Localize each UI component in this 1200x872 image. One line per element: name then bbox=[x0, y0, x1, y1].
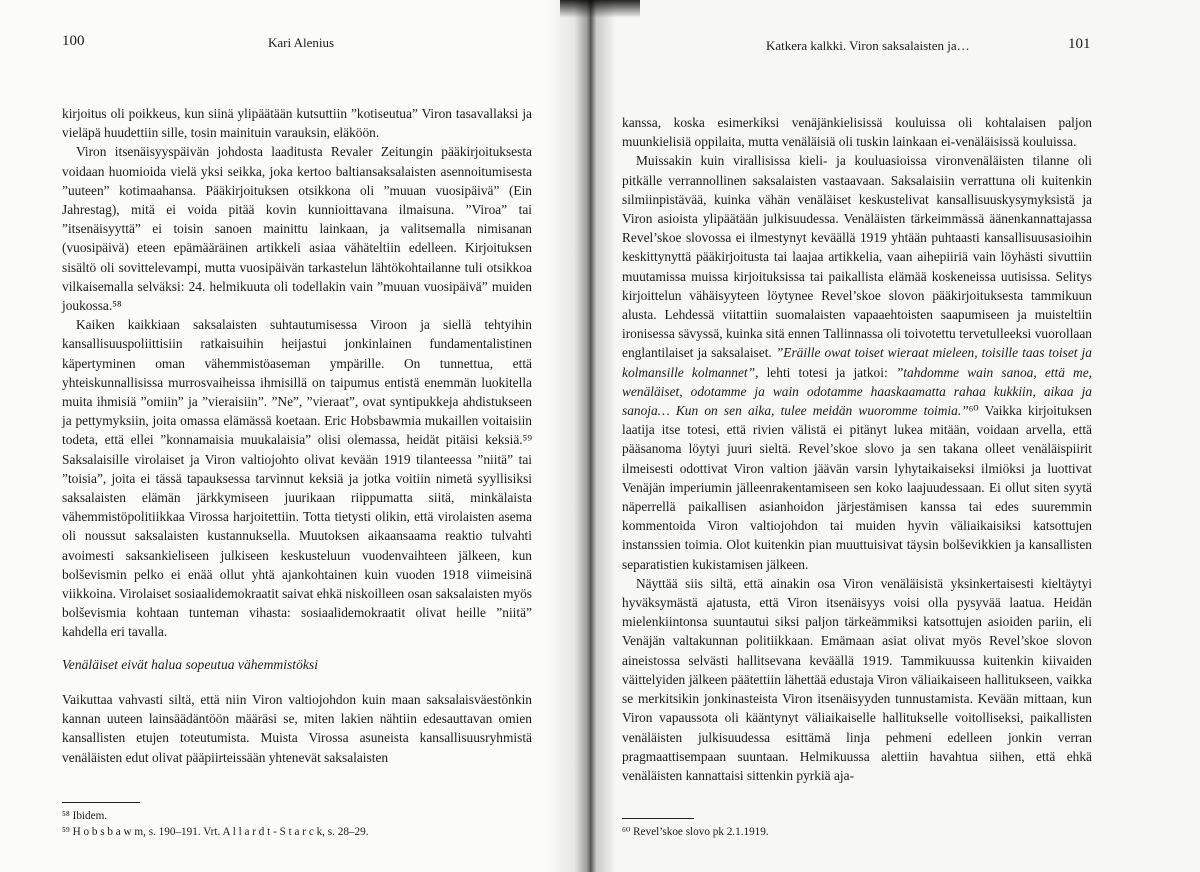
left-body-text-2 bbox=[62, 690, 532, 767]
footnote-rule bbox=[62, 802, 140, 803]
left-footnotes bbox=[62, 808, 532, 840]
paragraph-tail: ⁶⁰ Vaikka kirjoituksen laatija itse totesi, että rivien välistä ei pitänyt lukea mitään, voidaan arvella, että pääsanoma löytyi juuri sieltä. Revel’skoe slovo ja sen takana olleet venäläispiirit ilmeisesti odottivat Viron valtion jäävän varsin lyhytaikaiseksi ilmiöksi ja luottivat Venäjän imperiumin jälleenrakentamiseen sen koko laajuudessaan. Ei ollut siten syytä näperrellä paikallisen asianhoidon järjestämisen kanssa tai edes suuremmin kommentoida Viron valtiojohdon tai muiden hyvin väliaikaisiksi katsottujen instanssien toimia. Olot kuitenkin pian muuttuisivat täysin bolševikkien ja kansallisten separatistien kukistamisen jälkeen. bbox=[622, 403, 1092, 572]
left-running-head: Kari Alenius bbox=[268, 35, 335, 50]
paragraph: Kaiken kaikkiaan saksalaisten suhtautumisessa Viroon ja siellä tehtyihin kansallisuuspoliittisiin ratkaisuihin heijastui jonkinlainen fundamentalistinen käpertyminen oman vähemmistöaseman ympärille. On tunnettua, että yhteiskunnallisissa murrosvaiheissa ihmisillä on taipumus entistä enemmän luokitella muita ihmisiä ”omiin” ja ”vieraisiin”. ”Ne”, ”vieraat”, ovat syntipukkeja ahdistukseen ja pettymyksiin, joita omassa elämässä koetaan. Eric Hobsbawmia mukaillen voitaisiin todeta, että ellei ”konnamaisia muukalaisia” olisi olemassa, heidät pitäisi keksiä.⁵⁹ Saksalaisille virolaiset ja Viron valtiojohto olivat kevään 1919 tilanteessa ”niitä” tai ”toisia”, joita ei tässä tapauksessa tarvinnut keksiä ja jotka voitiin nimetä syyllisiksi saksalaisten elämän järkkymiseen juurikaan riippumatta siitä, minkälaista vähemmistöpolitiikkaa Virossa harjoitettiin. Totta tietysti olikin, että virolaisten asema oli noussut saksalaisten kustannuksella. Muutoksen aikaansaama reaktio tulvahti avoimesti saksankieliseen julkiseen keskusteluun vuodenvaihteen jälkeen, kun bolševismin pelko ei enää ollut yhtä ajankohtainen kuin vuoden 1918 viimeisinä viikkoina. Virolaiset sosiaalidemokraatit saivat ehkä niskoilleen osan saksalaisten myös bolševismia kohtaan tunteman vihasta: sosiaalidemokraatit olivat heille ”niitä” kahdella eri tavalla. bbox=[62, 317, 532, 640]
quote-italic-2: ”tahdomme wain sanoa, että me, wenäläiset, odotamme ja wain odotamme haaskaamatta rahaa kukkiin, aikaa ja sanoja… Kun on sen aika, tulee meidän wuoromme toimia.” bbox=[622, 364, 1093, 419]
footnote: ⁵⁹ H o b s b a w m, s. 190–191. Vrt. A l l a r d t - S t a r c k, s. 28–29. bbox=[62, 826, 369, 838]
right-footnotes bbox=[622, 824, 1092, 840]
footnote-rule bbox=[622, 818, 694, 819]
right-body-text bbox=[622, 113, 1092, 785]
paragraph: Vaikuttaa vahvasti siltä, että niin Viron valtiojohdon kuin maan saksalaisväestönkin kannan uuteen lainsäädäntöön määräsi se, miten lakien nähtiin edesauttavan omien kansallisten etujen toteutumista. Muista Virossa asuneista kansallisuusryhmistä venäläisten edut olivat pääpiirteissään yhtenevät saksalaisten bbox=[62, 692, 532, 765]
left-page-number: 100 bbox=[62, 33, 85, 49]
footnote: ⁵⁸ Ibidem. bbox=[62, 810, 108, 822]
quote-italic: ”Eräille owat toiset wieraat mieleen, toisille taas toiset ja kolmansille kolmannet” bbox=[622, 345, 1092, 380]
section-subheading: Venäläiset eivät halua sopeutua vähemmistöksi bbox=[62, 657, 318, 672]
right-page bbox=[580, 0, 1200, 872]
paragraph-text: Muissakin kuin virallisissa kieli- ja kouluasioissa vironvenäläisten tilanne oli pitkälle verrannollinen saksalaisten vastaavaan. Saksalaisiin verrattuna oli kuitenkin silmiinpistävää, kuinka vähän venäläiset keskustelivat kansallisuuskysymyksistä ja Viron asioista ylipäätään julkisuudessa. Venäläisten tärkeimmässä äänenkannattajassa Revel’skoe slovossa ei ilmestynyt keväällä 1919 yhtään puhtaasti kansallisuusasioihin keskittynyttä pääkirjoitusta tai laajaa artikkelia, vaan aihepiiriä vain löyhästi sivuttiin muutamissa muissa kirjoituksissa tai paikallista elämää koskeneissa uutisissa. Selitys kirjoittelun vähäisyyteen löytynee Revel’skoe slovon pääkirjoituksesta tammikuun alusta. Lehdessä viitattiin suomalaisten vapaaehtoisten saapumiseen ja muisteltiin ironisessa sävyssä, kuinka sitä ennen Tallinnassa oli toivotettu tervetulleeksi vuorollaan englantilaiset ja saksalaiset. bbox=[622, 153, 1092, 361]
paragraph: Näyttää siis siltä, että ainakin osa Viron venäläisistä yksinkertaisesti kieltäytyi hyväksymästä ajatusta, että Viron itsenäisyys voisi olla pysyvää laatua. Heidän mielenkiintonsa suuntautui siksi paljon tärkeämmiksi katsottujen asioiden pariin, eli Venäjän valtakunnan politiikkaan. Emämaan asiat olivat myös Revel’skoe slovon aineistossa selvästi hallitsevana keväällä 1919. Tammikuussa kuitenkin kiivaiden väittelyiden jälkeen päätettiin lähettää edustaja Viron väliaikaiseen hallitukseen, vaikka se merkitsikin jonkinasteista Viron itsenäisyyden tunnustamista. Kevään mittaan, kun Viron vapaussota oli kääntynyt väliaikaiselle hallitukselle voitolliseksi, paikallisten venäläisten julkisuudessa esittämä linja pehmeni edelleen jonkin verran pragmaattisempaan suuntaan. Helmikuussa alettiin havahtua siihen, että ehkä venäläisten kannattaisi sittenkin pyrkiä aja- bbox=[622, 575, 1092, 783]
right-running-head: Katkera kalkki. Viron saksalaisten ja… bbox=[766, 38, 970, 53]
footnote: ⁶⁰ Revel’skoe slovo pk 2.1.1919. bbox=[622, 826, 769, 838]
paragraph bbox=[622, 151, 1092, 573]
paragraph: kirjoitus oli poikkeus, kun siinä ylipäätään kutsuttiin ”kotiseutua” Viron tasavallaksi ja vieläpä huudettiin sille, tosin mainituin varauksin, eläköön. bbox=[62, 106, 532, 141]
paragraph: kanssa, koska esimerkiksi venäjänkielisissä kouluissa oli kohtalaisen paljon muunkielisiä oppilaita, mutta venäläisiä oli tuskin lainkaan ei-venäläisissä kouluissa. bbox=[622, 115, 1092, 150]
right-page-number: 101 bbox=[1068, 36, 1091, 52]
paragraph: Viron itsenäisyyspäivän johdosta laaditusta Revaler Zeitungin pääkirjoituksesta voidaan huomioida vielä yksi seikka, joka kertoo baltiansaksalaisten asennoitumisesta ”uuteen” kotimaahansa. Pääkirjoituksen otsikkona oli ”muuan vuosipäivä” (Ein Jahrestag), mitä ei voida pitää kovin kunnioittavana ilmaisuna. ”Viroa” tai ”itsenäisyyttä” ei toisin sanoen mainittu lainkaan, ja valitsemalla nimisanan (vuosipäivä) eteen epämääräinen artikkeli asiaa vähäteltiin edelleen. Kirjoituksen sisältö oli sovittelevampi, mutta vuosipäivän tarkastelun lähtökohtailanne tuli otsikkoa vilkaisemalla selväksi: 24. helmikuuta oli todellakin vain ”muuan vuosipäivä” muiden joukossa.⁵⁸ bbox=[62, 144, 532, 314]
gutter-top-shadow bbox=[560, 0, 640, 18]
left-page bbox=[0, 0, 592, 872]
quote-connector: , lehti totesi ja jatkoi: bbox=[755, 364, 896, 380]
left-body-text bbox=[62, 104, 532, 642]
